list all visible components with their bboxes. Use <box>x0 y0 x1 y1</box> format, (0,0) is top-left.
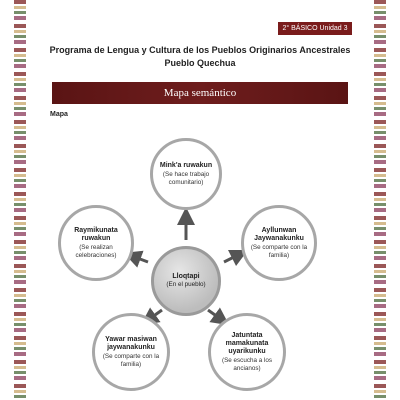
document-title-line2: Pueblo Quechua <box>164 58 236 68</box>
map-node-minka <box>150 138 222 210</box>
map-center-node <box>151 246 221 316</box>
map-node-title: Jatuntata mamakunata uyarikunku <box>225 331 269 355</box>
section-title-bar: Mapa semántico <box>52 82 348 104</box>
grade-unit-tab: 2° BÁSICO Unidad 3 <box>278 22 352 35</box>
document-title-line1: Programa de Lengua y Cultura de los Pueblos Originarios Ancestrales <box>49 45 351 55</box>
map-center-subtitle: (En el pueblo) <box>166 281 206 288</box>
map-node-subtitle: (Se comparte con la familia) <box>102 352 160 368</box>
map-node-subtitle: (Se escucha a los ancianos) <box>221 356 273 372</box>
map-node-subtitle: (Se comparte con la familia) <box>250 243 308 259</box>
arrow-down-right <box>208 310 222 320</box>
map-node-jatuntata <box>208 313 286 391</box>
map-center-title: Lloqtapi <box>172 273 200 280</box>
map-sublabel: Mapa <box>50 111 68 118</box>
map-node-subtitle: (Se realizan celebraciones) <box>75 243 117 259</box>
arrow-left <box>132 256 148 262</box>
map-node-subtitle: (Se hace trabajo comunitario) <box>162 170 210 186</box>
map-node-ayllunwan <box>241 205 317 281</box>
map-node-raymikunata <box>58 205 134 281</box>
map-node-yawar <box>92 313 170 391</box>
map-node-title: Yawar masiwan jaywanakunku <box>105 335 157 351</box>
arrow-right <box>224 254 240 262</box>
map-node-title: Raymikunata ruwakun <box>74 226 118 242</box>
map-node-title: Mink'a ruwakun <box>159 161 213 169</box>
map-node-title: Ayllunwan Jaywanakunku <box>254 226 304 242</box>
